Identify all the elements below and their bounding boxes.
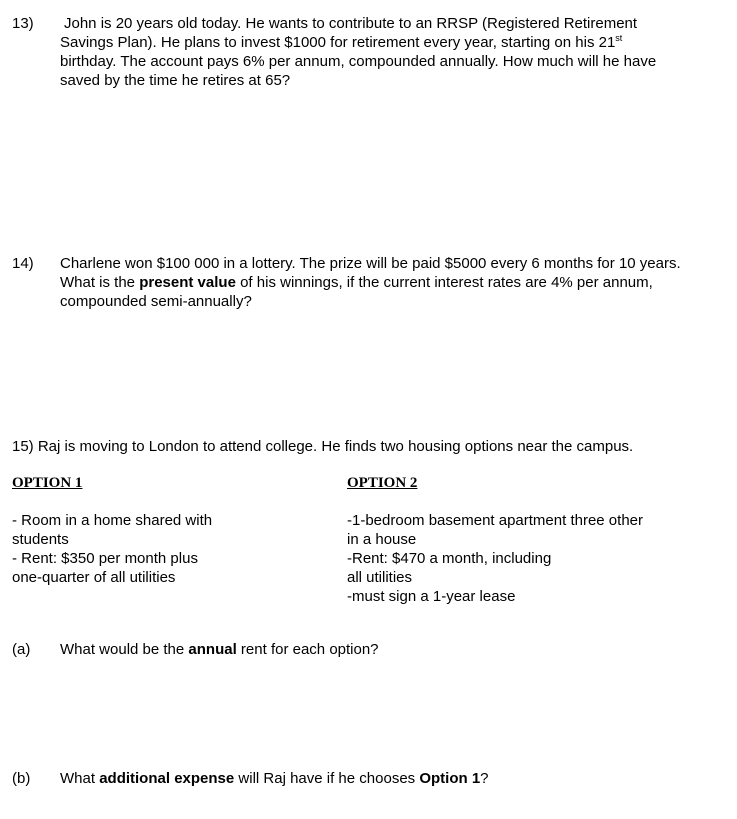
part-a-pre: What would be the	[60, 641, 189, 658]
part-b-pre: What	[60, 770, 100, 787]
part-a-label: (a)	[12, 641, 31, 658]
q14-line-3: compounded semi-annually?	[60, 293, 252, 310]
part-b-mid: will Raj have if he chooses	[234, 770, 420, 787]
option-1-details	[12, 511, 212, 587]
option-2-line: in a house	[347, 531, 417, 548]
option-1-line: one-quarter of all utilities	[12, 569, 176, 586]
q13-line-2-text: Savings Plan). He plans to invest $1000 for retirement every year, starting on his 21	[60, 34, 616, 51]
q13-line-2	[60, 33, 656, 52]
option-2-line: -Rent: $470 a month, including	[347, 550, 552, 567]
q15-intro: 15) Raj is moving to London to attend college. He finds two housing options near the campus.	[12, 438, 634, 455]
q14-line-2	[60, 273, 681, 292]
part-b-post: ?	[480, 770, 489, 787]
q14-bold-term: present value	[139, 274, 236, 291]
q14-line-2-pre: What is the	[60, 274, 140, 291]
option-2-line: all utilities	[347, 569, 413, 586]
q13-superscript: st	[615, 33, 623, 43]
q14-text	[60, 254, 681, 311]
q13-number: 13)	[12, 15, 34, 32]
part-b-label: (b)	[12, 770, 31, 787]
q13-line-1: John is 20 years old today. He wants to contribute to an RRSP (Registered Retirement	[64, 15, 638, 32]
option-1-line: - Rent: $350 per month plus	[12, 550, 198, 567]
option-2-line: -must sign a 1-year lease	[347, 588, 516, 605]
q13-text	[60, 14, 656, 90]
option-2-details	[347, 511, 643, 606]
q14-line-2-post: of his winnings, if the current interest rates are 4% per annum,	[235, 274, 653, 291]
q14-line-1: Charlene won $100 000 in a lottery. The prize will be paid $5000 every 6 months for 10 years.	[60, 255, 681, 272]
option-2-line: -1-bedroom basement apartment three other	[347, 512, 643, 529]
q13-line-4: saved by the time he retires at 65?	[60, 72, 291, 89]
q13-line-3: birthday. The account pays 6% per annum, compounded annually. How much will he have	[60, 53, 657, 70]
option-2-heading: OPTION 2	[347, 475, 418, 491]
part-b-question	[60, 769, 489, 788]
q14-number: 14)	[12, 255, 34, 272]
option-1-line: - Room in a home shared with	[12, 512, 213, 529]
part-a-post: rent for each option?	[236, 641, 379, 658]
part-a-bold: annual	[188, 641, 237, 658]
option-1-line: students	[12, 531, 69, 548]
part-b-bold-2: Option 1	[419, 770, 481, 787]
part-b-bold-1: additional expense	[99, 770, 235, 787]
part-a-question	[60, 640, 379, 659]
option-1-heading: OPTION 1	[12, 475, 83, 491]
